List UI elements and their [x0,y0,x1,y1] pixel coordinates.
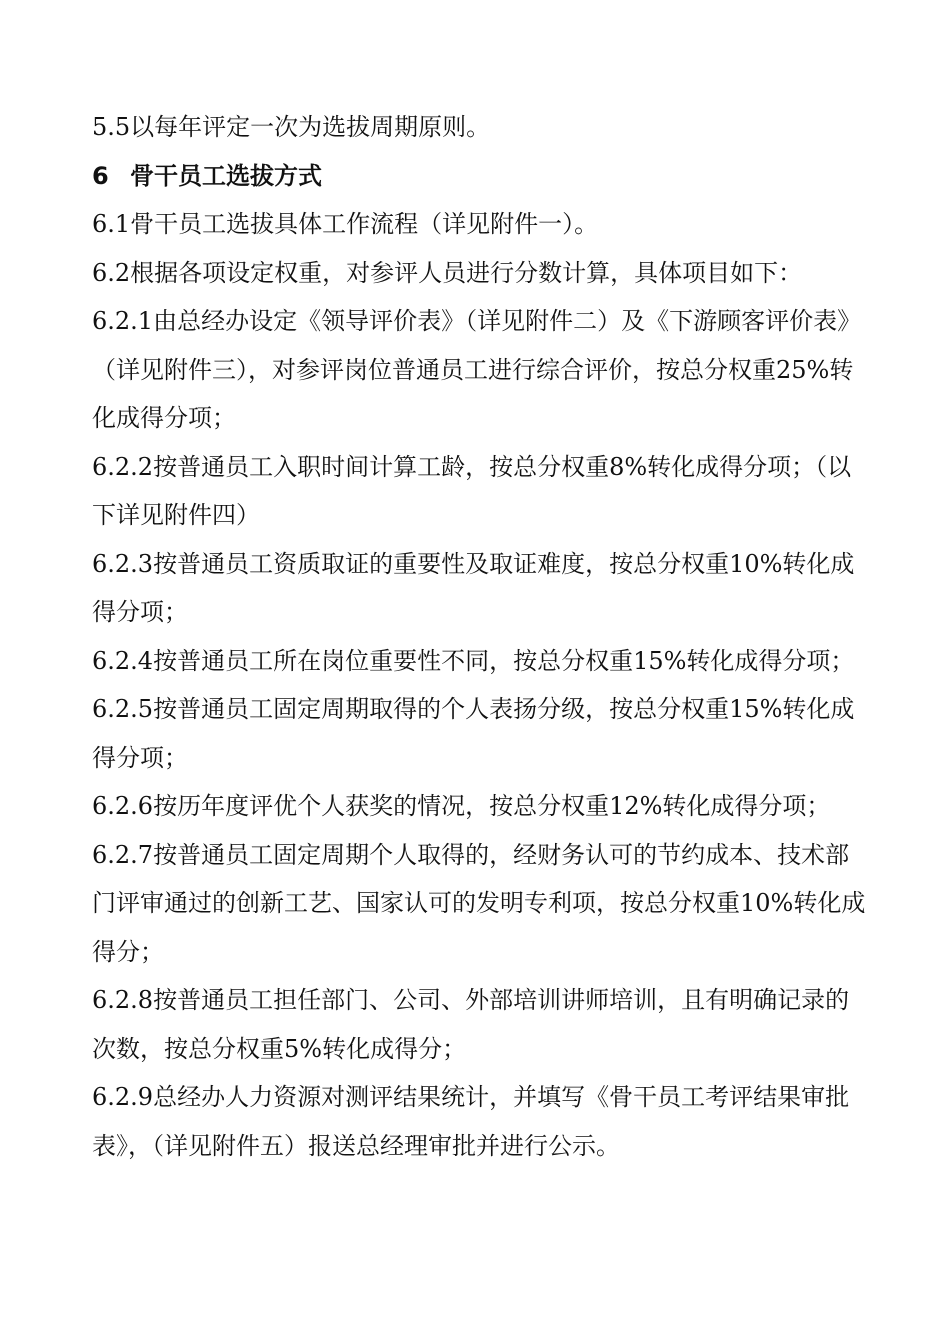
paragraph-6-2: 6.2根据各项设定权重，对参评人员进行分数计算，具体项目如下： [92,258,803,287]
paragraph-6-2-4: 6.2.4按普通员工所在岗位重要性不同，按总分权重15%转化成得分项； [92,646,855,675]
paragraph-6-2-3: 6.2.3按普通员工资质取证的重要性及取证难度，按总分权重10%转化成得分项； [92,549,855,626]
paragraph-6-2-6: 6.2.6按历年度评优个人获奖的情况，按总分权重12%转化成得分项； [92,792,831,820]
paragraph-5-5: 5.5以每年评定一次为选拔周期原则。 [92,113,491,141]
paragraph-6-2-2: 6.2.2按普通员工入职时间计算工龄，按总分权重8%转化成得分项；（以下详见附件四） [92,452,852,529]
paragraph-6-1: 6.1骨干员工选拔具体工作流程（详见附件一）。 [92,210,599,238]
document-body [92,103,872,1170]
paragraph-6-2-7: 6.2.7按普通员工固定周期个人取得的，经财务认可的节约成本、技术部门评审通过的创新工艺、国家认可的发明专利项，按总分权重10%转化成得分； [92,840,866,966]
paragraph-6-2-8: 6.2.8按普通员工担任部门、公司、外部培训讲师培训，且有明确记录的次数，按总分权重5%转化成得分； [92,986,850,1063]
paragraph-6-2-5: 6.2.5按普通员工固定周期取得的个人表扬分级，按总分权重15%转化成得分项； [92,695,855,772]
paragraph-6-2-9: 6.2.9总经办人力资源对测评结果统计，并填写《骨干员工考评结果审批表》，（详见附件五）报送总经理审批并进行公示。 [92,1083,850,1160]
section-heading-6 [92,152,872,201]
section-title: 骨干员工选拔方式 [130,161,322,190]
section-number: 6 [92,161,109,190]
paragraph-6-2-1: 6.2.1由总经办设定《领导评价表》（详见附件二）及《下游顾客评价表》（详见附件三），对参评岗位普通员工进行综合评价，按总分权重25%转化成得分项； [92,307,862,432]
